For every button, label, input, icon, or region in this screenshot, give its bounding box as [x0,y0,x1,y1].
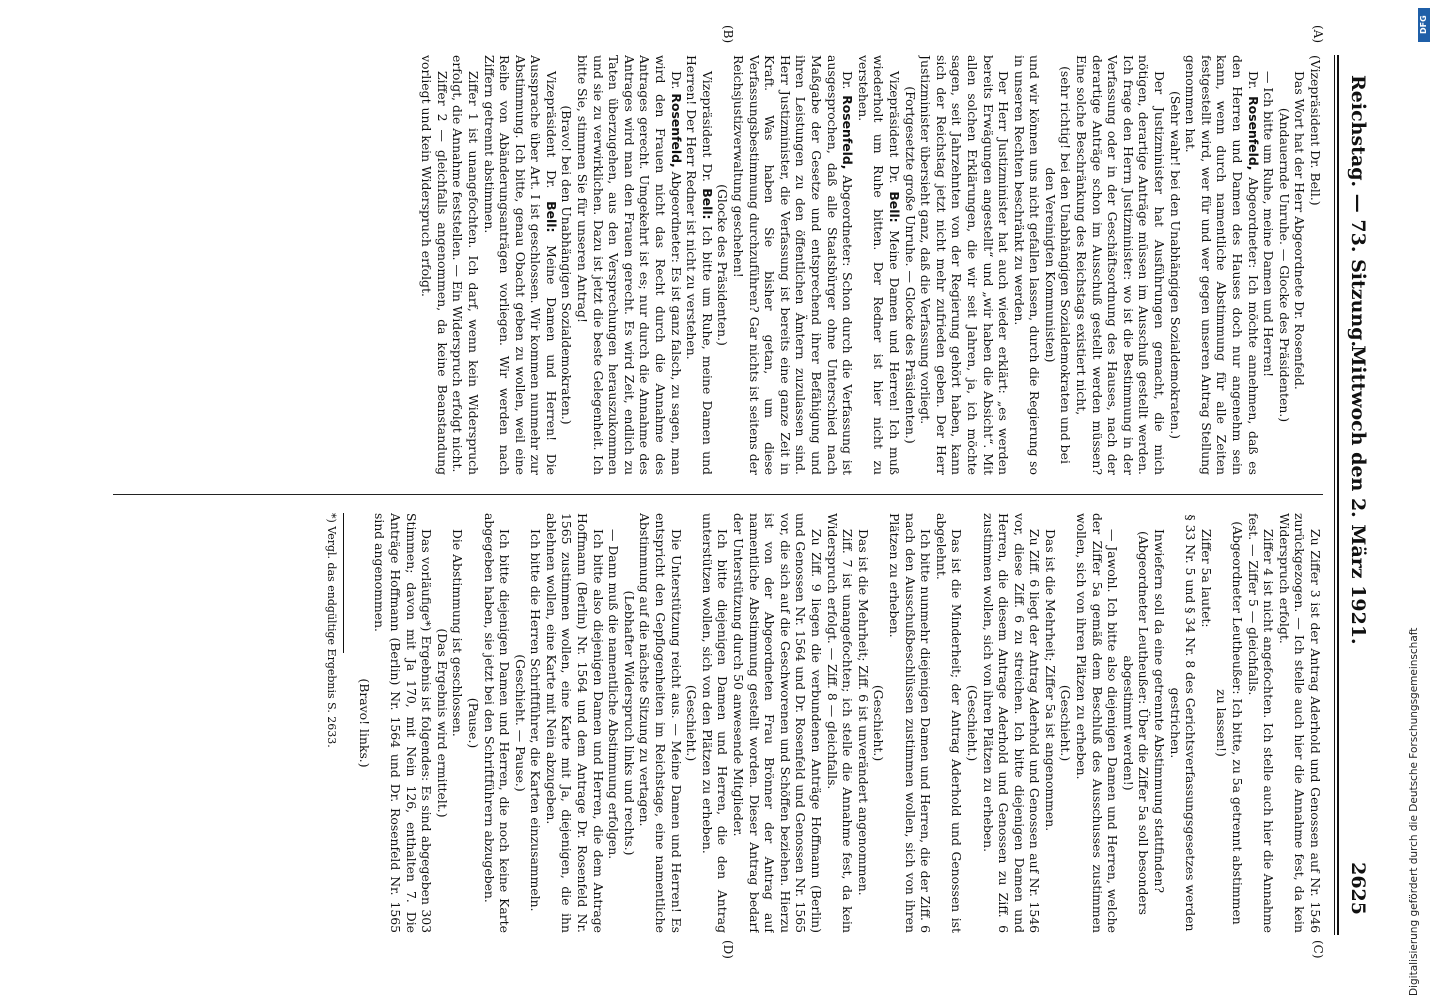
margin-mark-a: (A) [1311,25,1325,44]
stage-note: (Geschieht.) [871,684,887,762]
paragraph: Das ist die Mehrheit; Ziffer 5a ist angenommen. [1042,529,1058,832]
speaker-name: Bell: [543,201,559,233]
stage-note: (Geschieht.) [1058,684,1074,762]
paragraph: Ziffer 2 — gleichfalls angenommen, da keine Beanstandung vorliegt und kein Widerspruch erfolgt. [419,55,450,475]
paragraph: Das vorläufige*) Ergebnis ist folgendes: Es sind abgegeben 303 Stimmen; davon mit Ja 170, mit Nein 126, enthalten 7. Die Anträge Hoffmann (Berlin) Nr. 1564 und Dr. Rosenfeld Nr. 1565 sind angenommen. [372,513,435,933]
paragraph: Ziffer 5a lautet: [1198,529,1214,628]
stage-note: (Abgeordneter Leutheußer: Ich bitte, zu 5a getrennt abstimmen zu lassen!) [1214,521,1246,925]
stage-note: (Bravo! bei den Unabhängigen Sozialdemokraten.) [559,105,575,425]
paragraph: Das ist die Mehrheit; Ziff. 6 ist unverändert angenommen. [855,529,871,896]
stage-note: (Geschieht.) [964,684,980,762]
paragraph: Ziffer 1 ist unangefochten. Ich darf, wenn kein Widerspruch erfolgt, die Annahme feststellen. — Ein Widerspruch erfolgt nicht. [450,55,481,475]
stage-note: (Lebhafter Widerspruch links und rechts.) [621,590,637,856]
page-header [1335,55,1375,935]
speaker-name: Rosenfeld, [668,93,684,168]
page-number: 2625 [1347,862,1369,915]
paragraph: Ich bitte nunmehr diejenigen Damen und Herren, die der Ziff. 6 nach den Ausschußbeschlüssen zustimmen wollen, sich von ihren Plätzen zu erheben. [886,513,934,933]
paragraph: Das ist die Minderheit; der Antrag Aderhold und Genossen ist abgelehnt. [933,513,965,933]
paragraph: Dr. Rosenfeld, Abgeordneter: Es ist ganz falsch, zu sagen, man wird den Frauen nicht das Recht durch die Annahme des Antrages gerecht. Umgekehrt ist es; nur durch die Annahme des Antrages wird man den Frauen gerecht. Es wird Zeit, endlich zu Taten überzugehen, aus den Versprechungen herauszukommen und sie zu verwirklichen. Dazu ist jetzt die beste Gelegenheit. Ich bitte Sie, stimmen Sie für unseren Antrag! [575,55,684,475]
paragraph: Zu Ziffer 3 ist der Antrag Aderhold und Genossen auf Nr. 1546 zurückgezogen. — Ich stelle auch hier die Annahme fest, da kein Widerspruch erfolgt. [1276,513,1323,933]
header-session: Reichstag. — 73. Sitzung. [1347,75,1369,348]
paragraph: Ich bitte diejenigen Damen und Herren, die noch keine Karte abgegeben haben, sie jetzt bei den Schriftführern abzugeben. [481,513,513,933]
paragraph: (Vizepräsident Dr. Bell.) [1308,55,1323,206]
paragraph: Ich bitte die Herren Schriftführer, die Karten einzusammeln. [528,529,544,912]
paragraph: Dr. Rosenfeld, Abgeordneter: Schon durch die Verfassung ist ausgesprochen, daß alle Staatsbürger ohne Unterschied nach Maßgabe der Gesetze und entsprechend ihrer Befähigung und ihren Leistungen zu den öffentlichen Ämtern zuzulassen sind. Herr Justizminister, die Verfassung ist bereits eine ganze Zeit in Kraft. Was haben Sie bisher getan, um diese Verfassungsbestimmung durchzuführen? Gar nichts ist seitens der Reichsjustizverwaltung geschehen! [731,55,856,475]
stage-note: § 33 Nr. 5 und § 34 Nr. 8 des Gerichtsverfassungsgesetzes werden gestrichen. [1167,514,1199,932]
stage-note: (Sehr wahr! bei den Unabhängigen Sozialdemokraten.) [1167,91,1183,439]
stage-note: (Fortgesetzte große Unruhe. — Glocke des Präsidenten.) [902,86,918,444]
paragraph: Zu Ziff. 9 liegen die verbundenen Anträge Hoffmann (Berlin) und Genossen Nr. 1564 und Dr. Rosenfeld und Genossen Nr. 1565 vor, die sich auf die Geschworenen und Schöffen beziehen. Hierzu ist von der Abgeordneten Frau Brönner der Antrag auf namentliche Abstimmung gestellt worden. Dieser Antrag bedarf der Unterstützung durch 50 anwesende Mitglieder. [731,513,824,933]
paragraph: Vizepräsident Dr. Bell: Meine Damen und Herren! Die Aussprache über Art. I ist geschlossen. Wir kommen nunmehr zur Abstimmung. Ich bitte, genau Obacht geben zu wollen, weil eine Reihe von Abänderungsanträgen vorliegen. Wir werden nach Ziffern getrennt abstimmen. [481,55,559,475]
header-rule [1337,55,1339,935]
paragraph: — Ich bitte um Ruhe, meine Damen und Herren! [1261,71,1277,378]
paragraph: Ziffer 4 ist nicht angefochten. Ich stelle auch hier die Annahme fest. — Ziffer 5 — gleichfalls. [1245,513,1277,933]
paragraph: Ich bitte also diejenigen Damen und Herren, die dem Antrage Hoffmann (Berlin) Nr. 1564 und dem Antrage Dr. Rosenfeld Nr. 1565 zustimmen wollen, eine Karte mit Ja, diejenigen, die ihn ablehnen wollen, eine Karte mit Nein abzugeben. [543,513,606,933]
paragraph: Dr. Rosenfeld, Abgeordneter: Ich möchte annehmen, daß es den Herren und Damen des Hauses doch nur angenehm sein kann, wenn durch namentliche Abstimmung für alle Zeiten festgestellt wird, wer für und wer gegen unseren Antrag Stellung genommen hat. [1183,55,1261,475]
margin-mark-b: (B) [721,25,735,44]
stage-note: (Pause.) [465,697,481,749]
stage-note: (Bravo! links.) [356,678,372,768]
column-divider [113,494,1323,495]
footnote-rule [343,513,344,653]
paragraph: Ich bitte diejenigen Damen und Herren, die den Antrag unterstützen wollen, sich von den Plätzen zu erheben. [699,513,731,933]
digitization-note: Digitalisierung gefördert durch die Deutsche Forschungsgemeinschaft [1408,627,1420,996]
stage-note: (Glocke des Präsidenten.) [715,184,731,346]
stage-note: (Abgeordneter Leutheußer: Über die Ziffer 5a soll besonders abgestimmt werden!) [1120,530,1152,916]
paragraph: Das Wort hat der Herr Abgeordnete Dr. Rosenfeld. [1292,71,1308,390]
header-date: Mittwoch den 2. März 1921. [1347,345,1369,645]
dfg-logo: DFG [1418,8,1430,42]
paragraph: — Dann muß die namentliche Abstimmung erfolgen. [606,529,622,860]
paragraph: Die Unterstützung reicht aus. — Meine Damen und Herren! Es entspricht den Gepflogenheiten im Reichstage, eine namentliche Abstimmung auf die nächste Sitzung zu vertagen. [637,513,684,933]
header-rule-thin [1334,55,1335,935]
paragraph: Vizepräsident Dr. Bell: Ich bitte um Ruhe, meine Damen und Herren! Der Herr Redner ist nicht zu verstehen. [684,55,715,475]
paragraph: Inwiefern soll da eine getrennte Abstimmung stattfinden? [1152,529,1168,894]
speaker-name: Bell: [886,191,902,223]
paragraph: — Jawohl. Ich bitte also diejenigen Damen und Herren, welche der Ziffer 5a gemäß dem Beschluß des Ausschusses zustimmen wollen, sich von ihren Plätzen zu erheben. [1074,513,1121,933]
paragraph: Der Justizminister hat Ausführungen gemacht, die mich nötigen, derartige Anträge müssen im Ausschuß gestellt werden. Ich frage den Herrn Justizminister: wo ist die Bestimmung in der Verfassung oder in der Geschäftsordnung des Hauses, nach der derartige Anträge schon im Ausschuß gestellt werden müssen? Eine solche Beschränkung des Reichstags existiert nicht, [1074,55,1168,475]
margin-mark-d: (D) [721,940,735,959]
paragraph: Vizepräsident Dr. Bell: Meine Damen und Herren! Ich muß wiederholt um Ruhe bitten. Der Redner ist hier nicht zu verstehen. [855,55,902,475]
stage-note: (Geschieht.) [684,684,700,762]
right-column [108,513,1323,933]
left-column [108,55,1323,475]
paragraph: und wir können uns nicht gefallen lassen, durch die Regierung so in unseren Rechten beschränkt zu werden. [1011,55,1043,475]
speaker-name: Rosenfeld, [840,95,856,170]
stage-note: (Das Ergebnis wird ermittelt.) [434,628,450,818]
paragraph: Zu Ziff. 6 liegt der Antrag Aderhold und Genossen auf Nr. 1546 vor, diese Ziff. 6 zu streichen. Ich bitte diejenigen Damen und Herren, die diesem Antrage Aderhold und Genossen zu Ziff. 6 zustimmen wollen, sich von ihren Plätzen zu erheben. [980,513,1043,933]
paragraph: Ziff. 7 ist unangefochten; ich stelle die Annahme fest, da kein Widerspruch erfolgt. — Ziff. 8 — gleichfalls. [824,513,856,933]
margin-mark-c: (C) [1311,940,1325,959]
paragraph: Die Abstimmung ist geschlossen. [450,529,466,737]
footnote: *) Vergl. das endgültige Ergebnis S. 2633. [325,513,339,748]
speaker-name: Bell: [699,188,715,220]
newspaper-page [85,25,1375,959]
speaker-name: Rosenfeld, [1245,96,1261,171]
paragraph: Der Herr Justizminister hat auch wieder erklärt: „es werden bereits Erwägungen angestellt“ und „wir haben die Absicht“. Mit allen solchen Erklärungen, die wir seit Jahren, ja, ich möchte sagen, seit Jahrzehnten von der Regierung gehört haben, kann sich der Reichstag jetzt nicht mehr zufrieden geben. Der Herr Justizminister übersieht ganz, daß die Verfassung vorliegt. [918,55,1012,475]
stage-note: (Geschieht. — Pause.) [512,654,528,792]
stage-note: (Andauernde Unruhe. — Glocke des Präsidenten.) [1276,107,1292,423]
stage-note: (sehr richtig! bei den Unabhängigen Sozialdemokraten und bei den Vereinigten Kommunisten) [1042,66,1074,464]
